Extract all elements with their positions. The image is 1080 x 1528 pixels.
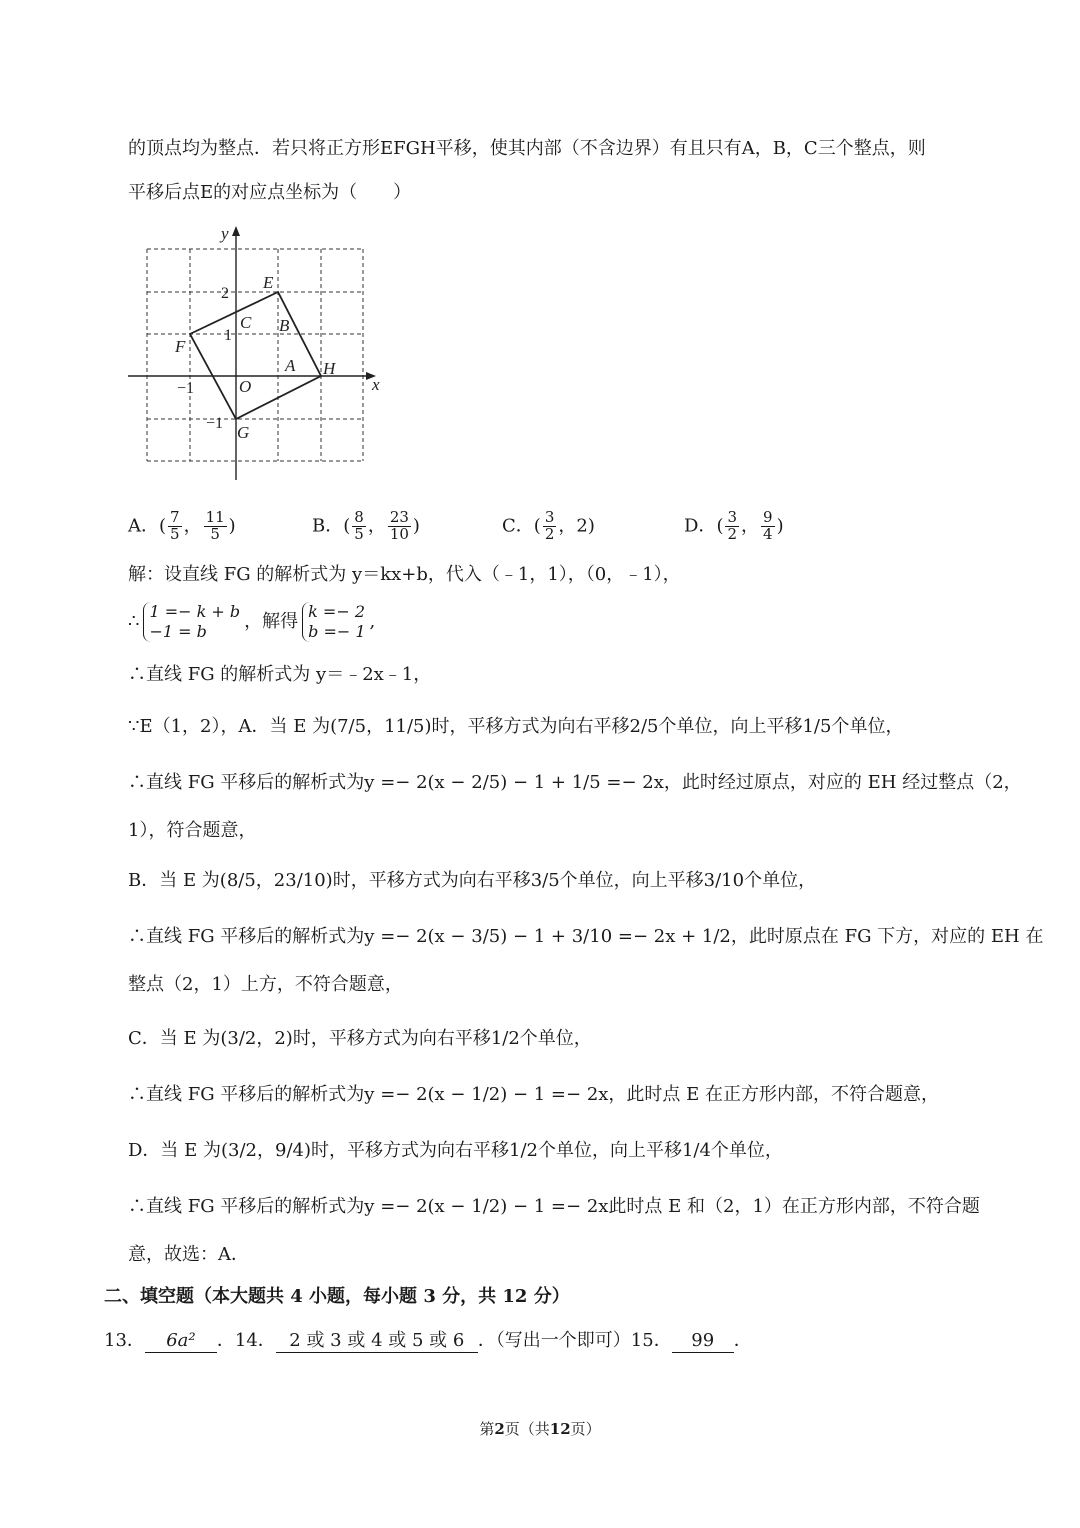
option-C: C．( $\frac{3}{2}$ ，2) xyxy=(502,508,595,543)
option-D: D．( $\frac{3}{2}$ ， $\frac{9}{4}$ ) xyxy=(684,508,784,543)
solution-line-12: D．当 E 为(3/2，9/4)时，平移方式为向右平移1/2个单位，向上平移1/4个单位， xyxy=(128,1140,783,1161)
point-G-label: G xyxy=(237,423,250,442)
tick-y-1: 1 xyxy=(224,327,232,344)
point-C-label: C xyxy=(240,313,252,332)
y-axis-arrow xyxy=(232,226,240,236)
solution-line-10: C．当 E 为(3/2，2)时，平移方式为向右平移1/2个单位， xyxy=(128,1028,592,1049)
solution-line-7: B．当 E 为(8/5，23/10)时，平移方式为向右平移3/5个单位，向上平移3/10个单位， xyxy=(128,870,817,891)
solution-line-4: ∵E（1，2），A．当 E 为(7/5，11/5)时，平移方式为向右平移2/5个单位，向上平移1/5个单位， xyxy=(128,716,904,737)
solution-line-2: ∴ 1 =− k + b −1 = b ，解得 k =− 2 b =− 1 , xyxy=(128,602,376,641)
option-A: A．( $\frac{7}{5}$ ， $\frac{11}{5}$ ) xyxy=(128,508,236,543)
solution-line-6: 1），符合题意， xyxy=(128,820,257,841)
q13-answer: 6a² xyxy=(145,1330,217,1353)
tick-y-neg1: −1 xyxy=(206,415,224,432)
y-axis-label: y xyxy=(221,224,229,243)
problem-line-1: 的顶点均为整点．若只将正方形EFGH平移，使其内部（不含边界）有且只有A，B，C三个整点，则 xyxy=(128,138,926,159)
section-2-title: 二、填空题（本大题共 4 小题，每小题 3 分，共 12 分） xyxy=(104,1286,570,1307)
solution-line-14: 意，故选：A． xyxy=(128,1244,249,1265)
q15-answer: 99 xyxy=(672,1330,734,1353)
point-E-label: E xyxy=(263,273,274,292)
equation-system-1: 1 =− k + b −1 = b xyxy=(143,602,240,642)
coordinate-figure xyxy=(120,218,390,488)
solution-line-3: ∴直线 FG 的解析式为 y＝﹣2x﹣1， xyxy=(128,664,432,685)
solution-line-13: ∴直线 FG 平移后的解析式为y =− 2(x − 1/2) − 1 =− 2x此时点 E 和（2，1）在正方形内部，不符合题 xyxy=(128,1196,980,1217)
axes xyxy=(128,226,376,480)
point-B-label: B xyxy=(279,316,290,335)
solution-line-1: 解：设直线 FG 的解析式为 y＝kx+b，代入（﹣1，1），（0，﹣1）， xyxy=(128,564,681,585)
point-F-label: F xyxy=(175,337,186,356)
option-B: B．( $\frac{8}{5}$ ， $\frac{23}{10}$ ) xyxy=(312,508,420,543)
equation-system-2: k =− 2 b =− 1 xyxy=(302,602,365,642)
solution-line-9: 整点（2，1）上方，不符合题意， xyxy=(128,974,403,995)
solution-line-5: ∴直线 FG 平移后的解析式为y =− 2(x − 2/5) − 1 + 1/5 =− 2x，此时经过原点，对应的 EH 经过整点（2， xyxy=(128,772,1022,793)
square-EFGH xyxy=(190,292,321,419)
solution-line-8: ∴直线 FG 平移后的解析式为y =− 2(x − 3/5) − 1 + 3/10 =− 2x + 1/2，此时原点在 FG 下方，对应的 EH 在 xyxy=(128,926,1044,947)
tick-y-2: 2 xyxy=(221,285,229,302)
x-axis-label: x xyxy=(372,375,380,394)
point-A-label: A xyxy=(285,356,296,375)
point-H-label: H xyxy=(323,359,336,378)
origin-label: O xyxy=(239,377,252,396)
q14-answer: 2 或 3 或 4 或 5 或 6 xyxy=(276,1330,478,1353)
fill-in-answers: 13． 6a² ．14． 2 或 3 或 4 或 5 或 6 ．（写出一个即可）15． 99 ． xyxy=(104,1330,752,1351)
solution-line-11: ∴直线 FG 平移后的解析式为y =− 2(x − 1/2) − 1 =− 2x，此时点 E 在正方形内部，不符合题意， xyxy=(128,1084,939,1105)
tick-x-neg1: −1 xyxy=(177,380,195,397)
page-footer: 第2页（共12页） xyxy=(479,1420,601,1438)
problem-line-2: 平移后点E的对应点坐标为（ ） xyxy=(128,182,412,203)
